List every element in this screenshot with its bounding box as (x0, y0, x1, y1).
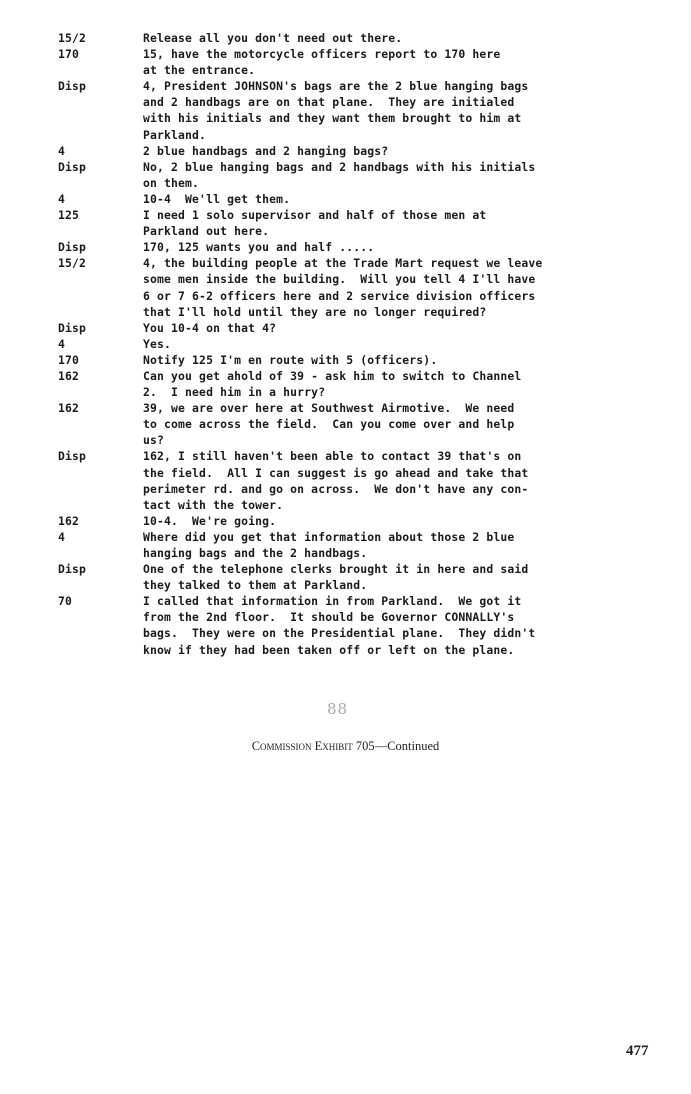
page-mark: 88 (327, 700, 349, 718)
transcript-entry (58, 320, 658, 336)
message-text (143, 336, 628, 352)
message-line: know if they had been taken off or left on the plane. (143, 642, 515, 657)
message-text (143, 561, 628, 593)
transcript-entry (58, 368, 658, 400)
message-line: 4, President JOHNSON's bags are the 2 blue hanging bags (143, 79, 529, 94)
speaker-id: 70 (58, 594, 73, 609)
message-text (143, 143, 628, 159)
message-line: 10-4. We're going. (143, 513, 277, 528)
message-line: some men inside the building. Will you tell 4 I'll have (143, 272, 536, 287)
transcript-entry (58, 191, 658, 207)
message-text (143, 320, 628, 336)
speaker-id: Disp (58, 562, 87, 577)
message-line: on them. (143, 175, 200, 190)
message-line: to come across the field. Can you come over and help (143, 417, 515, 432)
transcript-entry (58, 529, 658, 561)
message-line: 4, the building people at the Trade Mart request we leave (143, 256, 543, 271)
speaker-id: 4 (58, 529, 66, 544)
message-text (143, 513, 628, 529)
speaker-id: Disp (58, 159, 87, 174)
message-line: Can you get ahold of 39 - ask him to switch to Channel (143, 368, 522, 383)
speaker-id: 4 (58, 143, 66, 158)
message-line: they talked to them at Parkland. (143, 578, 368, 593)
speaker-id: 170 (58, 47, 80, 62)
message-text (143, 368, 628, 400)
speaker-id: 170 (58, 352, 80, 367)
message-text (143, 448, 628, 512)
transcript-entry (58, 239, 658, 255)
speaker-id: Disp (58, 449, 87, 464)
message-text (143, 239, 628, 255)
message-line: One of the telephone clerks brought it in here and said (143, 562, 529, 577)
message-text (143, 593, 628, 657)
transcript-entry (58, 143, 658, 159)
message-text (143, 255, 628, 319)
message-text (143, 78, 628, 142)
speaker-id: 4 (58, 191, 66, 206)
speaker-id: 15/2 (58, 256, 87, 271)
transcript-entry (58, 448, 658, 512)
message-line: with his initials and they want them brought to him at (143, 111, 522, 126)
message-text (143, 191, 628, 207)
transcript-entry (58, 561, 658, 593)
speaker-id: 15/2 (58, 31, 87, 45)
message-line: 170, 125 wants you and half ..... (143, 240, 375, 255)
transcript-entry (58, 159, 658, 191)
message-line: the field. All I can suggest is go ahead and take that (143, 465, 529, 480)
message-text (143, 400, 628, 448)
message-line: I need 1 solo supervisor and half of those men at (143, 208, 487, 223)
transcript-entry (58, 336, 658, 352)
speaker-id: Disp (58, 240, 87, 255)
transcript-entry (58, 352, 658, 368)
message-line: 39, we are over here at Southwest Airmotive. We need (143, 401, 515, 416)
page-number: 477 (626, 1043, 649, 1059)
exhibit-caption (0, 739, 691, 754)
message-line: Parkland. (143, 127, 207, 142)
speaker-id: 162 (58, 401, 80, 416)
transcript-entry (58, 255, 658, 319)
message-line: bags. They were on the Presidential plane. They didn't (143, 626, 536, 641)
radio-transcript (58, 30, 658, 658)
message-line: Parkland out here. (143, 224, 270, 239)
speaker-id: 4 (58, 336, 66, 351)
message-line: 6 or 7 6-2 officers here and 2 service division officers (143, 288, 536, 303)
message-line: tact with the tower. (143, 497, 284, 512)
transcript-entry (58, 513, 658, 529)
message-line: Yes. (143, 336, 172, 351)
message-line: hanging bags and the 2 handbags. (143, 546, 368, 560)
message-line: from the 2nd floor. It should be Governor CONNALLY's (143, 610, 515, 625)
message-line: Where did you get that information about those 2 blue (143, 529, 515, 544)
message-line: 15, have the motorcycle officers report to 170 here (143, 47, 501, 62)
message-line: perimeter rd. and go on across. We don't have any con- (143, 481, 529, 496)
message-line: You 10-4 on that 4? (143, 320, 277, 335)
message-line: Notify 125 I'm en route with 5 (officers). (143, 352, 438, 367)
message-line: at the entrance. (143, 63, 256, 78)
message-line: that I'll hold until they are no longer required? (143, 304, 487, 319)
message-text (143, 529, 628, 561)
message-line: 10-4 We'll get them. (143, 191, 291, 206)
message-text (143, 46, 628, 78)
message-line: and 2 handbags are on that plane. They are initialed (143, 95, 515, 110)
speaker-id: 125 (58, 208, 80, 223)
message-line: Release all you don't need out there. (143, 31, 403, 45)
message-text (143, 30, 628, 46)
message-line: No, 2 blue hanging bags and 2 handbags with his initials (143, 159, 536, 174)
transcript-entry (58, 78, 658, 142)
transcript-entry (58, 46, 658, 78)
message-line: 162, I still haven't been able to contact 39 that's on (143, 449, 522, 464)
message-line: 2. I need him in a hurry? (143, 385, 326, 400)
transcript-entry (58, 207, 658, 239)
message-text (143, 159, 628, 191)
speaker-id: 162 (58, 368, 80, 383)
transcript-entry (58, 400, 658, 448)
message-line: us? (143, 433, 165, 448)
message-line: 2 blue handbags and 2 hanging bags? (143, 143, 389, 158)
speaker-id: Disp (58, 320, 87, 335)
exhibit-suffix: —Continued (374, 739, 440, 753)
message-text (143, 352, 628, 368)
transcript-entry (58, 593, 658, 657)
message-text (143, 207, 628, 239)
message-line: I called that information in from Parkland. We got it (143, 594, 522, 609)
transcript-entry (58, 30, 658, 46)
exhibit-label: Commission Exhibit 705 (251, 739, 375, 753)
speaker-id: Disp (58, 79, 87, 94)
speaker-id: 162 (58, 513, 80, 528)
